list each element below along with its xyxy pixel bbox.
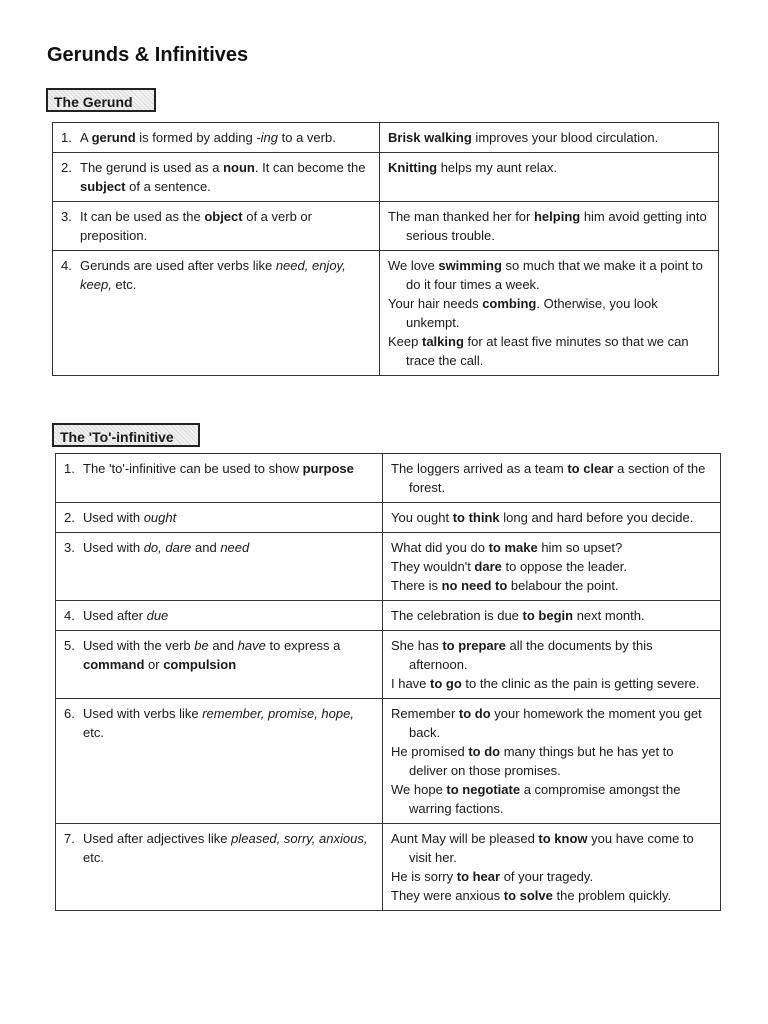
example-sentence [391,557,712,576]
text-run: He is sorry [391,869,457,884]
text-run: They were anxious [391,888,504,903]
table-row [56,699,721,824]
text-run: Used with [83,540,144,555]
text-run: There is [391,578,442,593]
text-run: The celebration is due [391,608,523,623]
example-cell [380,202,719,251]
table-row [56,454,721,503]
example-cell [380,123,719,153]
text-run: You ought [391,510,453,525]
text-run: She has [391,638,443,653]
bold-text: to make [488,540,538,555]
text-run: I have [391,676,431,691]
row-number: 5. [64,638,75,653]
example-sentence [391,459,712,497]
text-run: Used with the verb [83,638,195,653]
example-sentence [388,128,710,147]
text-run: . Otherwise, you look unkempt. [406,296,658,330]
example-sentence [391,742,712,780]
bold-text: subject [80,179,126,194]
example-sentence [391,829,712,867]
text-run: Remember [391,706,459,721]
rule-cell [56,503,383,533]
example-sentence [388,294,710,332]
text-run: him so upset? [537,540,623,555]
bold-text: compulsion [163,657,237,672]
rule-cell [56,454,383,503]
rule-text [83,829,374,867]
text-run: so much that we make it a point to do it four times a week. [406,258,703,292]
row-number: 6. [64,706,75,721]
italic-text: -ing [256,130,279,145]
text-run: They wouldn't [391,559,475,574]
text-run: Used with verbs like [83,706,203,721]
text-run: Aunt May will be pleased [391,831,539,846]
text-run: etc. [83,850,104,865]
text-run: What did you do [391,540,489,555]
table-row [53,251,719,376]
table-row [56,601,721,631]
text-run: to express a [265,638,341,653]
row-number: 1. [61,130,72,145]
bold-text: to clear [567,461,614,476]
row-number: 3. [64,540,75,555]
example-sentence [391,886,712,905]
text-run: Used with [83,510,144,525]
text-run: to the clinic as the pain is getting severe. [461,676,700,691]
rule-cell [53,202,380,251]
italic-text: need [220,540,250,555]
italic-text: be [194,638,209,653]
bold-text: Knitting [388,160,438,175]
example-cell [383,824,721,911]
bold-text: to begin [522,608,574,623]
row-number: 7. [64,831,75,846]
text-run: all the documents by this afternoon. [409,638,653,672]
example-sentence [388,158,710,177]
rule-cell [53,123,380,153]
rule-cell [56,699,383,824]
text-run: for at least five minutes so that we can trace the call. [406,334,689,368]
example-sentence [391,636,712,674]
bold-text: noun [223,160,255,175]
table-row [56,824,721,911]
text-run: of a verb or preposition. [80,209,312,243]
rule-cell [53,153,380,202]
text-run: is formed by adding [135,130,257,145]
example-cell [383,533,721,601]
text-run: the problem quickly. [552,888,672,903]
example-sentence [388,207,710,245]
text-run: many things but he has yet to deliver on those promises. [409,744,674,778]
example-sentence [391,674,712,693]
text-run: The man thanked her for [388,209,534,224]
rule-text [80,128,336,147]
text-run: We love [388,258,439,273]
example-cell [380,251,719,376]
example-cell [380,153,719,202]
text-run: A [80,130,92,145]
text-run: improves your blood circulation. [471,130,659,145]
rule-text [80,256,371,294]
italic-text: due [146,608,169,623]
example-sentence [391,780,712,818]
rule-text [83,508,176,527]
bold-text: talking [421,334,464,349]
text-run: a compromise amongst the warring factions. [409,782,681,816]
example-sentence [391,538,712,557]
row-number: 1. [64,461,75,476]
rule-text [80,158,371,196]
text-run: of a sentence. [125,179,211,194]
text-run: The gerund is used as a [80,160,224,175]
rule-text [83,636,374,674]
row-number: 4. [64,608,75,623]
rule-text [83,704,374,742]
bold-text: to do [468,744,501,759]
example-cell [383,631,721,699]
bold-text: dare [474,559,502,574]
infinitive-section-label: The 'To'-infinitive [52,423,200,447]
example-sentence [391,704,712,742]
example-sentence [391,606,712,625]
bold-text: to solve [503,888,553,903]
text-run: and [208,638,238,653]
example-cell [383,699,721,824]
example-sentence [391,867,712,886]
italic-text: ought [143,510,177,525]
example-cell [383,503,721,533]
text-run: Your hair needs [388,296,483,311]
table-row [56,503,721,533]
bold-text: to prepare [442,638,506,653]
text-run: Used after [83,608,147,623]
text-run: him avoid getting into serious trouble. [406,209,707,243]
rule-cell [56,631,383,699]
bold-text: to go [430,676,462,691]
rule-text [83,606,168,625]
text-run: Gerunds are used after verbs like [80,258,276,273]
text-run: to oppose the leader. [501,559,627,574]
rule-text [83,459,354,478]
rule-cell [56,533,383,601]
text-run: a section of the forest. [409,461,706,495]
italic-text: pleased, sorry, anxious, [231,831,368,846]
row-number: 2. [64,510,75,525]
italic-text: have [237,638,266,653]
text-run: He promised [391,744,469,759]
bold-text: to think [452,510,500,525]
bold-text: to know [538,831,588,846]
italic-text: do, dare [143,540,192,555]
text-run: or [144,657,164,672]
text-run: your homework the moment you get back. [409,706,702,740]
text-run: etc. [111,277,137,292]
rule-cell [56,824,383,911]
bold-text: to negotiate [446,782,521,797]
text-run: of your tragedy. [500,869,594,884]
bold-text: no need to [441,578,508,593]
example-sentence [388,332,710,370]
bold-text: gerund [91,130,136,145]
rule-text [83,538,249,557]
text-run: to a verb. [278,130,336,145]
bold-text: combing [482,296,537,311]
text-run: The loggers arrived as a team [391,461,568,476]
infinitive-table [55,453,721,911]
text-run: next month. [573,608,645,623]
table-row [56,631,721,699]
bold-text: helping [533,209,581,224]
bold-text: command [83,657,145,672]
table-row [53,123,719,153]
row-number: 3. [61,209,72,224]
text-run: . It can become the [254,160,366,175]
bold-text: to do [458,706,491,721]
text-run: Keep [388,334,422,349]
bold-text: to hear [456,869,501,884]
text-run: The 'to'-infinitive can be used to show [83,461,303,476]
table-row [53,153,719,202]
row-number: 2. [61,160,72,175]
gerund-section-label: The Gerund [46,88,156,112]
bold-text: object [204,209,243,224]
rule-text [80,207,371,245]
page-title: Gerunds & Infinitives [47,44,249,66]
text-run: and [191,540,221,555]
rule-cell [53,251,380,376]
gerund-table [52,122,719,376]
text-run: We hope [391,782,447,797]
bold-text: purpose [302,461,354,476]
row-number: 4. [61,258,72,273]
italic-text: remember, promise, hope, [202,706,354,721]
table-row [56,533,721,601]
example-sentence [391,508,712,527]
example-sentence [388,256,710,294]
bold-text: swimming [438,258,502,273]
bold-text: Brisk walking [388,130,472,145]
text-run: It can be used as the [80,209,205,224]
text-run: etc. [83,725,104,740]
example-sentence [391,576,712,595]
text-run: belabour the point. [507,578,619,593]
italic-text: need, enjoy, keep, [80,258,346,292]
text-run: Used after adjectives like [83,831,232,846]
rule-cell [56,601,383,631]
table-row [53,202,719,251]
example-cell [383,454,721,503]
text-run: long and hard before you decide. [499,510,694,525]
example-cell [383,601,721,631]
text-run: you have come to visit her. [409,831,694,865]
text-run: helps my aunt relax. [437,160,558,175]
